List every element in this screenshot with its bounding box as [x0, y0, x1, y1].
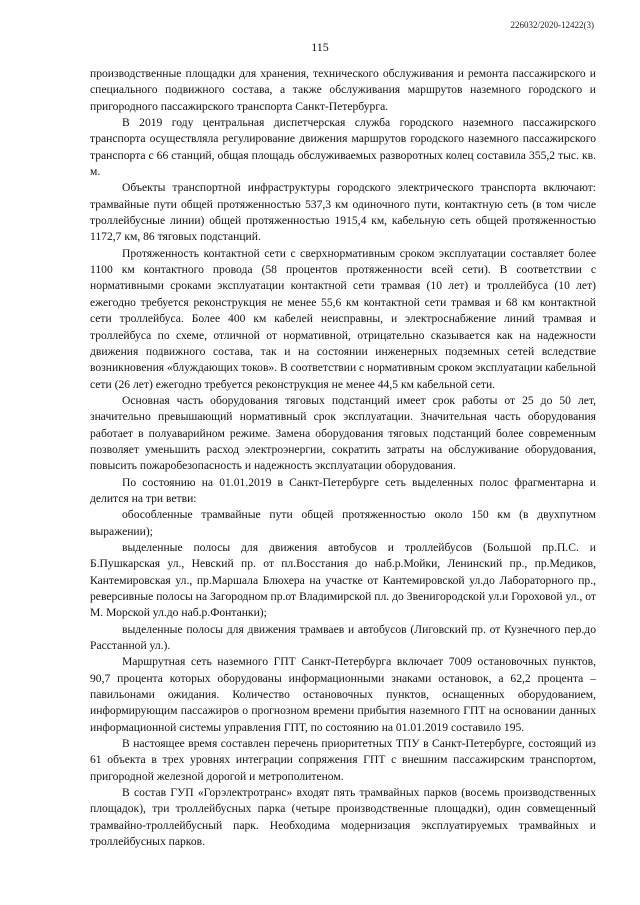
- list-item-tram-tracks: обособленные трамвайные пути общей протяженностью около 150 км (в двухпутном выражении);: [90, 508, 596, 538]
- paragraph-substations: Основная часть оборудования тяговых подстанций имеет срок работы от 25 до 50 лет, значительно превышающий нормативный срок эксплуатации. Значительная часть оборудования работает в полуаварийном режиме. Замена оборудования тяговых подстанций более современным позволяет уменьшить расход электроэнергии, сократить затраты на обслуживание оборудования, повысить пожаробезопасность и надежность эксплуатации оборудования.: [90, 393, 596, 473]
- paragraph-infrastructure: Объекты транспортной инфраструктуры городского электрического транспорта включают: трамвайные пути общей протяженностью 537,3 км одиночного пути, контактную сеть (в том числе троллейбусные линии) общей протяженностью 1915,4 км, кабельную сеть общей протяженностью 1172,7 км, 86 тяговых подстанций.: [90, 181, 596, 244]
- page-number: 115: [311, 40, 329, 54]
- paragraph-route-network: Маршрутная сеть наземного ГПТ Санкт-Петербурга включает 7009 остановочных пунктов, 90,7 процента которых оборудованы информационными знаками остановок, а 62,2 процента – павильонами ожидания. Количество остановочных пунктов, оснащенных оборудованием, информирующим пассажиров о прогнозном времени прибытия наземного ГПТ на основании данных информационной системы управления ГПТ, по состоянию на 01.01.2019 составило 195.: [90, 655, 596, 734]
- body-text: [90, 66, 596, 851]
- paragraph-contact-network: Протяженность контактной сети с сверхнормативным сроком эксплуатации составляет более 1100 км контактного провода (58 процентов протяженности всей сети). В соответствии с нормативными сроками эксплуатации контактной сети трамвая (10 лет) и троллейбуса (10 лет) ежегодно требуется реконструкция не менее 55,6 км контактной сети трамвая и 68 км контактной сети троллейбуса. Более 400 км кабелей неисправны, и электроснабжение линий трамвая и троллейбуса по схеме, отличной от нормативной, отрицательно сказывается как на надежности движения подвижного состава, так и на состоянии инженерных подземных сетей вследствие возникновения «блуждающих токов». В соответствии с нормативным сроком эксплуатации кабельной сети (26 лет) ежегодно требуется реконструкция не менее 44,5 км кабельной сети.: [90, 246, 596, 391]
- list-item-bus-lanes: выделенные полосы для движения автобусов и троллейбусов (Большой пр.П.С. и Б.Пушкарская ул., Невский пр. от пл.Восстания до наб.р.Мойки, Ленинский пр., пр.Медиков, Кантемировская ул., пр.Маршала Блюхера на участке от Кантемировской ул.до Лабораторного пр., реверсивные полосы на Загородном пр.от Владимирской пл. до Звенигородской ул.и Гороховой ул., от М. Морской ул.до наб.р.Фонтанки);: [90, 540, 596, 620]
- paragraph-depots: В состав ГУП «Горэлектротранс» входят пять трамвайных парков (восемь производственных площадок), три троллейбусных парка (четыре производственные площадки), один совмещенный трамвайно-троллейбусный парк. Необходима модернизация эксплуатируемых трамвайных и троллейбусных парков.: [90, 786, 596, 849]
- paragraph-dedicated-lanes: По состоянию на 01.01.2019 в Санкт-Петербурге сеть выделенных полос фрагментарна и делится на три ветви:: [90, 475, 596, 505]
- list-item-tram-bus-lanes: выделенные полосы для движения трамваев и автобусов (Лиговский пр. от Кузнечного пер.до Расстанной ул.).: [90, 622, 596, 653]
- paragraph-continuation: производственные площадки для хранения, технического обслуживания и ремонта пассажирского и специального подвижного состава, а также обслуживания маршрутов наземного городского и пригородного пассажирского транспорта Санкт-Петербурга.: [90, 67, 596, 113]
- paragraph-tpu-list: В настоящее время составлен перечень приоритетных ТПУ в Санкт-Петербурге, состоящий из 61 объекта в трех уровнях интеграции сопряжения ГПТ с внешним пассажирским транспортом, пригородной железной дорогой и метрополитеном.: [90, 737, 596, 783]
- paragraph-dispatch-service: В 2019 году центральная диспетчерская служба городского наземного пассажирского транспорта осуществляла регулирование движения маршрутов городского наземного пассажирского транспорта с 66 станций, общая площадь обслуживаемых разворотных колец составила 355,2 тыс. кв. м.: [90, 116, 596, 179]
- document-id: 226032/2020-12422(3): [510, 20, 594, 30]
